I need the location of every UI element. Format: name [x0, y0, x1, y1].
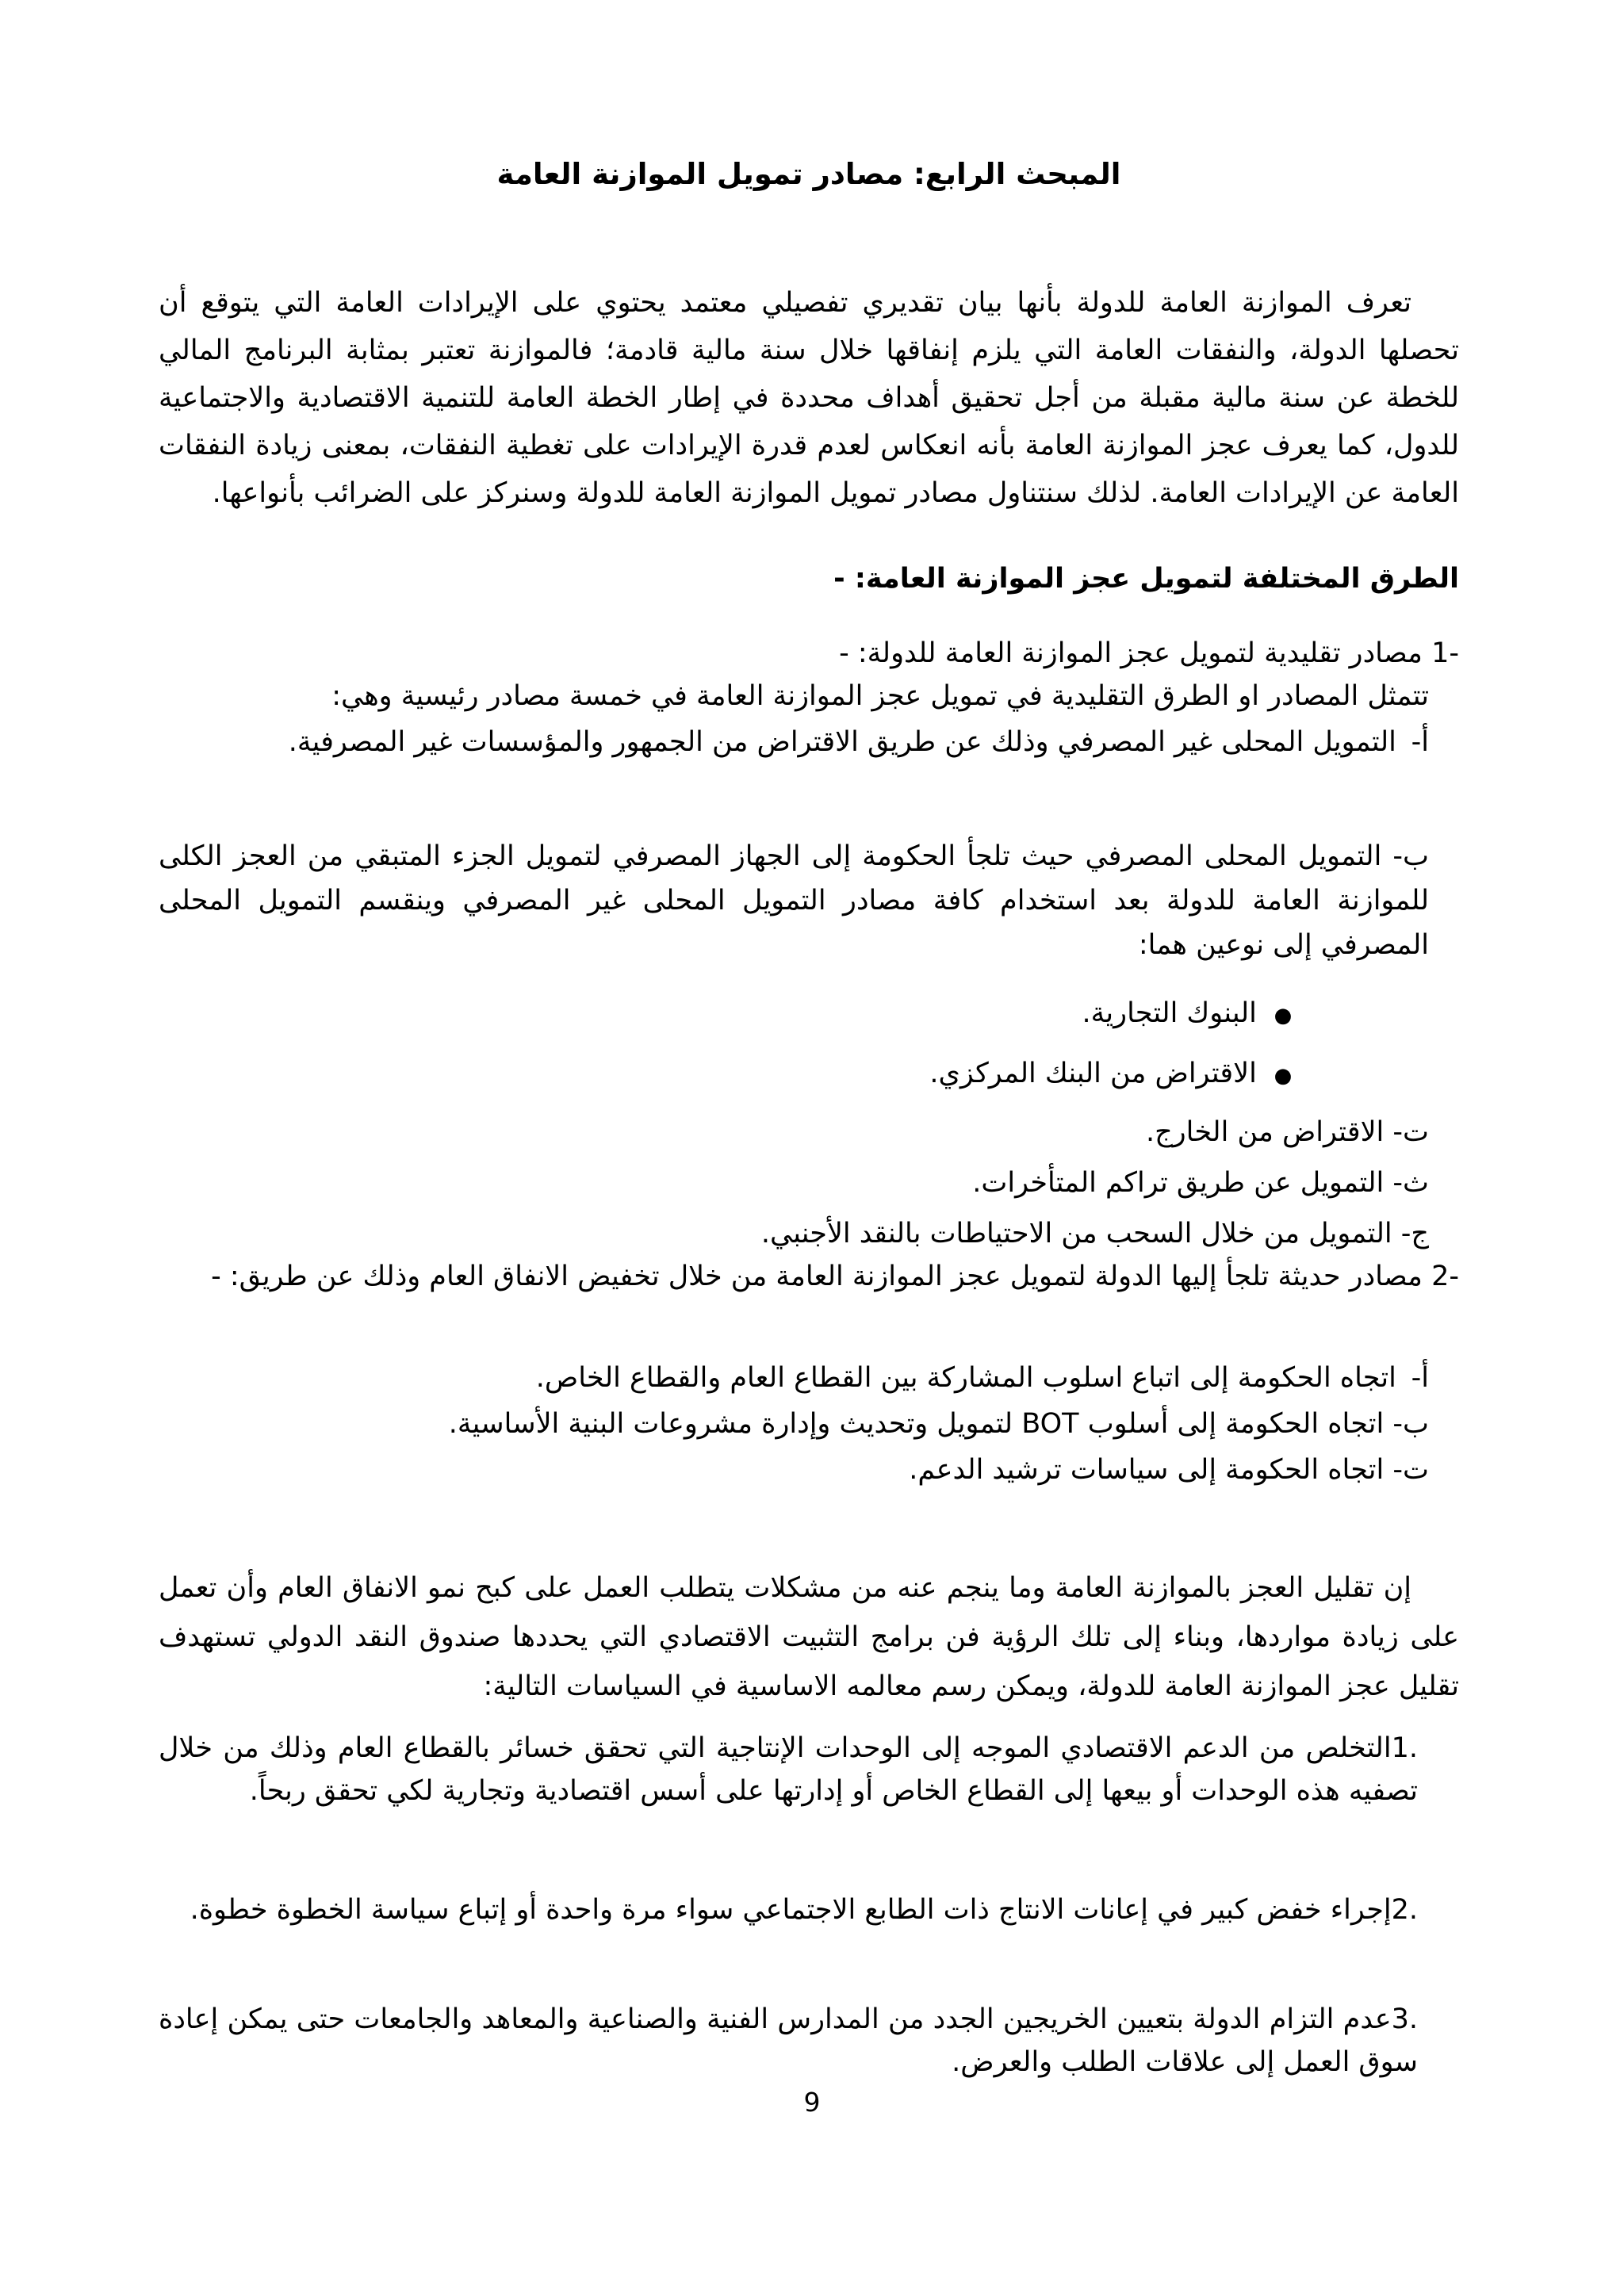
list-item-text: التمويل المحلى المصرفي حيث تلجأ الحكومة إلى الجهاز المصرفي لتمويل الجزء المتبقي من العجز الكلى للموازنة العامة للدولة بعد استخدام كافة مصادر التمويل المحلى غير المصرفي وينقسم التمويل المحلى المصرفي إلى نوعين هما:	[159, 840, 1429, 961]
bullet-item	[159, 991, 1300, 1038]
list-item-text: اتجاه الحكومة إلى اتباع اسلوب المشاركة بين القطاع العام والقطاع الخاص.	[535, 1362, 1396, 1394]
list-item	[159, 1211, 1429, 1256]
policy-item	[159, 1727, 1418, 1812]
traditional-heading-text: مصادر تقليدية لتمويل عجز الموازنة العامة للدولة: -	[839, 637, 1423, 669]
list-item-text: الاقتراض من الخارج.	[1146, 1116, 1385, 1148]
list-marker: ب-	[1392, 1408, 1429, 1440]
policy-marker: .2	[1391, 1894, 1418, 1926]
bullet-dot-icon: ●	[1274, 1004, 1293, 1027]
list-item-text-before: اتجاه الحكومة إلى أسلوب	[1087, 1408, 1385, 1440]
list-item	[159, 720, 1429, 764]
bullet-text: الاقتراض من البنك المركزي.	[929, 1058, 1257, 1089]
list-item	[159, 1356, 1429, 1400]
traditional-intro: تتمثل المصادر او الطرق التقليدية في تمويل عجز الموازنة العامة في خمسة مصادر رئيسية وهي:	[331, 680, 1429, 712]
list-marker: ت-	[1392, 1454, 1429, 1486]
list-marker: ب-	[1392, 840, 1429, 872]
list-marker: ت-	[1392, 1116, 1429, 1148]
list-marker: أ-	[1411, 1362, 1429, 1394]
list-item	[159, 1161, 1429, 1205]
intro-paragraph-text: تعرف الموازنة العامة للدولة بأنها بيان تقديري تفصيلي معتمد يحتوي على الإيرادات العامة التي يتوقع أن تحصلها الدولة، والنفقات العامة التي يلزم إنفاقها خلال سنة مالية قادمة؛ فالموازنة تعتبر بمثابة البرنامج المالي للخطة عن سنة مالية مقبلة من أجل تحقيق أهداف محددة في إطار الخطة العامة للتنمية الاقتصادية والاجتماعية للدول، كما يعرف عجز الموازنة العامة بأنه انعكاس لعدم قدرة الإيرادات على تغطية النفقات، بمعنى زيادة النفقات العامة عن الإيرادات العامة. لذلك سنتناول مصادر تمويل الموازنة العامة للدولة وسنركز على الضرائب بأنواعها.	[159, 287, 1459, 509]
list-item-text-after: لتمويل وتحديث وإدارة مشروعات البنية الأساسية.	[448, 1408, 1013, 1440]
list-item-text: التمويل المحلى غير المصرفي وذلك عن طريق الاقتراض من الجمهور والمؤسسات غير المصرفية.	[288, 726, 1396, 758]
modern-heading-text: مصادر حديثة تلجأ إليها الدولة لتمويل عجز الموازنة العامة من خلال تخفيض الانفاق العام وذلك عن طريق: -	[211, 1261, 1423, 1292]
policy-item	[159, 1888, 1418, 1931]
list-item-text: التمويل عن طريق تراكم المتأخرات.	[972, 1167, 1385, 1199]
list-item	[159, 1402, 1429, 1446]
methods-heading: الطرق المختلفة لتمويل عجز الموازنة العامة: -	[833, 563, 1459, 595]
list-marker: أ-	[1411, 726, 1429, 758]
deficit-paragraph-text: إن تقليل العجز بالموازنة العامة وما ينجم عنه من مشكلات يتطلب العمل على كبح نمو الانفاق العام وأن تعمل على زيادة مواردها، وبناء إلى تلك الرؤية فن برامج التثبيت الاقتصادي التي يحددها صندوق النقد الدولي تستهدف تقليل عجز الموازنة العامة للدولة، ويمكن رسم معالمه الاساسية في السياسات التالية:	[159, 1572, 1459, 1702]
policy-item	[159, 1998, 1418, 2084]
list-marker: -1	[1431, 637, 1459, 669]
page-number: 9	[803, 2087, 821, 2118]
deficit-paragraph	[159, 1563, 1459, 1711]
policy-text: عدم التزام الدولة بتعيين الخريجين الجدد من المدارس الفنية والصناعية والمعاهد والجامعات حتى يمكن إعادة سوق العمل إلى علاقات الطلب والعرض.	[159, 2003, 1418, 2078]
document-page	[159, 0, 1459, 2296]
bullet-item	[159, 1051, 1300, 1098]
list-item	[159, 1110, 1429, 1154]
list-marker: ج-	[1400, 1218, 1429, 1249]
modern-sources-heading	[159, 1254, 1459, 1299]
policy-marker: .1	[1391, 1732, 1418, 1764]
bullet-text: البنوك التجارية.	[1082, 997, 1257, 1029]
policy-marker: .3	[1391, 2003, 1418, 2035]
list-marker: -2	[1431, 1261, 1459, 1292]
intro-paragraph	[159, 279, 1459, 517]
list-item	[159, 1448, 1429, 1492]
list-item-text: التمويل من خلال السحب من الاحتياطات بالنقد الأجنبي.	[760, 1218, 1392, 1249]
section-title: المبحث الرابع: مصادر تمويل الموازنة العامة	[496, 157, 1121, 191]
bullet-dot-icon: ●	[1274, 1064, 1293, 1088]
policy-text: التخلص من الدعم الاقتصادي الموجه إلى الوحدات الإنتاجية التي تحقق خسائر بالقطاع العام وذلك من خلال تصفيه هذه الوحدات أو بيعها إلى القطاع الخاص أو إدارتها على أسس اقتصادية وتجارية لكي تحقق ربحاً.	[159, 1732, 1418, 1807]
list-item-text: اتجاه الحكومة إلى سياسات ترشيد الدعم.	[909, 1454, 1385, 1486]
list-item	[159, 834, 1429, 967]
bot-acronym: BOT	[1021, 1408, 1079, 1440]
traditional-sources-heading	[159, 631, 1459, 675]
list-marker: ث-	[1392, 1167, 1429, 1199]
policy-text: إجراء خفض كبير في إعانات الانتاج ذات الطابع الاجتماعي سواء مرة واحدة أو إتباع سياسة الخطوة خطوة.	[190, 1894, 1392, 1926]
